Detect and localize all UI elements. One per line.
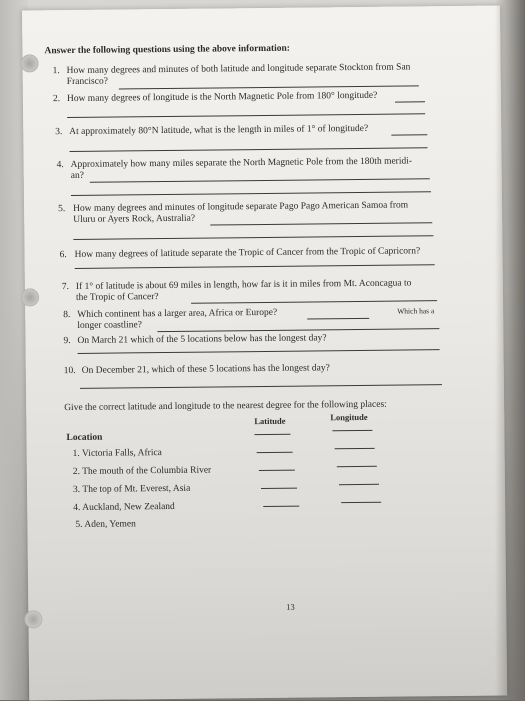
answer-line-6[interactable] [75, 264, 435, 269]
answer-line-5a[interactable] [210, 222, 432, 225]
answer-line-10[interactable] [80, 384, 442, 389]
question-1-line-1: How many degrees and minutes of both latitude and longitude separate Stockton from San [66, 62, 411, 77]
question-4-line-1: Approximately how many miles separate the North Magnetic Pole from the 180th meridi- [70, 156, 413, 171]
question-7-line-2: the Tropic of Cancer? [75, 292, 159, 303]
answer-line-4b[interactable] [71, 191, 431, 196]
table-instructions: Give the correct latitude and longitude to the nearest degree for the following places: [64, 399, 387, 414]
longitude-line-4[interactable] [339, 484, 379, 485]
question-5-number: 5. [58, 204, 66, 215]
question-7-line-1: If 1° of latitude is about 69 miles in length, how far is it in miles from Mt. Aconcagua to [75, 278, 412, 292]
question-10-number: 10. [63, 365, 76, 377]
latitude-header: Latitude [254, 415, 286, 427]
answer-line-4a[interactable] [90, 178, 430, 183]
answer-line-3b[interactable] [69, 147, 427, 152]
location-header: Location [66, 432, 103, 444]
question-6-number: 6. [59, 250, 67, 261]
answer-line-8b[interactable] [157, 328, 439, 332]
latitude-line-4[interactable] [261, 488, 297, 489]
longitude-line-1[interactable] [332, 430, 372, 431]
answer-line-2b[interactable] [67, 113, 425, 118]
question-3-line-1: At approximately 80°N latitude, what is the length in miles of 1° of longitude? [69, 123, 369, 138]
answer-line-2a[interactable] [395, 101, 425, 102]
page-edge-shadow [495, 0, 525, 700]
latitude-line-2[interactable] [257, 452, 293, 453]
question-8-line-2: longer coastline? [77, 320, 143, 331]
answer-line-7[interactable] [191, 300, 437, 304]
question-1-line-2: Francisco? [66, 76, 108, 88]
question-6-line-1: How many degrees of latitude separate the Tropic of Cancer from the Tropic of Capricorn? [74, 246, 421, 260]
location-row-3: 3. The top of Mt. Everest, Asia [72, 483, 191, 495]
question-4-number: 4. [56, 160, 64, 171]
question-9-line-1: On March 21 which of the 5 locations below has the longest day? [77, 333, 327, 346]
question-2-number: 2. [52, 94, 61, 105]
location-row-4: 4. Auckland, New Zealand [73, 501, 175, 513]
latitude-line-5[interactable] [263, 506, 299, 507]
question-7-number: 7. [61, 282, 70, 293]
location-row-2: 2. The mouth of the Columbia River [72, 465, 212, 477]
question-1-number: 1. [52, 66, 60, 77]
location-row-5: 5. Aden, Yemen [75, 519, 136, 530]
worksheet-page [22, 5, 507, 700]
binder-hole-bottom [24, 610, 42, 628]
question-3-number: 3. [55, 127, 63, 138]
latitude-line-3[interactable] [259, 470, 295, 471]
longitude-line-5[interactable] [341, 502, 381, 503]
question-8-number: 8. [63, 310, 71, 321]
longitude-line-2[interactable] [335, 448, 375, 449]
location-row-1: 1. Victoria Falls, Africa [72, 448, 162, 459]
question-8-line-1: Which continent has a larger area, Africa or Europe? [77, 307, 278, 320]
latitude-line-1[interactable] [254, 434, 290, 435]
question-2-line-1: How many degrees of longitude is the North Magnetic Pole from 180° longitude? [66, 90, 378, 105]
question-9-number: 9. [63, 336, 71, 347]
longitude-header: Longitude [330, 411, 368, 423]
answer-line-1[interactable] [119, 85, 419, 89]
binder-hole-top [20, 54, 38, 72]
answer-line-3a[interactable] [391, 134, 427, 135]
answer-line-5b[interactable] [73, 235, 433, 240]
binder-hole-middle [21, 288, 39, 306]
question-10-line-1: On December 21, which of these 5 locations has the longest day? [81, 363, 330, 376]
answer-line-8a[interactable] [307, 318, 369, 320]
question-5-line-1: How many degrees and minutes of longitude separate Pago Pago American Samoa from [73, 200, 409, 214]
question-8-tail: Which has a [397, 306, 435, 316]
instructions-heading: Answer the following questions using the above information: [44, 43, 291, 57]
question-4-line-2: an? [70, 170, 84, 182]
page-number: 13 [286, 601, 295, 612]
question-5-line-2: Uluru or Ayers Rock, Australia? [73, 213, 196, 225]
longitude-line-3[interactable] [337, 466, 377, 467]
answer-line-9[interactable] [78, 349, 440, 354]
